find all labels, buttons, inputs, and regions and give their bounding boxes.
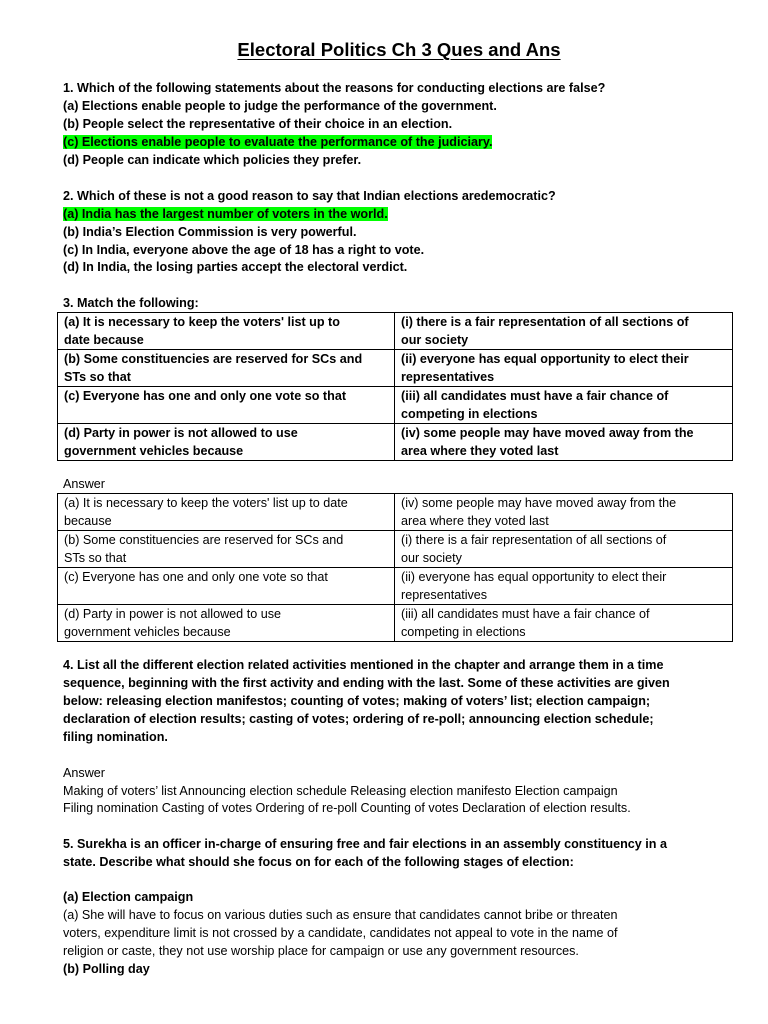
q5-question-line: 5. Surekha is an officer in-charge of ensuring free and fair elections in an assembly constituency in a [63, 837, 667, 851]
q4-question-line: declaration of election results; casting of votes; ordering of re-poll; announcing election schedule; [63, 712, 654, 726]
q2-question: 2. Which of these is not a good reason to say that Indian elections aredemocratic? [63, 189, 556, 203]
q3-answer-table [57, 493, 733, 642]
table-row [58, 387, 733, 424]
match-right-cell: (iv) some people may have moved away from the area where they voted last [395, 424, 733, 461]
q5-subheading-b: (b) Polling day [63, 962, 150, 976]
table-row [58, 605, 733, 642]
match-left-cell: (d) Party in power is not allowed to use government vehicles because [58, 424, 395, 461]
table-row [58, 424, 733, 461]
match-left-cell: (a) It is necessary to keep the voters' list up to date because [58, 313, 395, 350]
q4-answer-line: Making of voters’ list Announcing election schedule Releasing election manifesto Election campaign [63, 784, 618, 798]
table-row [58, 350, 733, 387]
q1-option-c-highlighted: (c) Elections enable people to evaluate the performance of the judiciary. [63, 135, 493, 149]
match-right-cell: (iii) all candidates must have a fair chance of competing in elections [395, 387, 733, 424]
q4-question-line: 4. List all the different election related activities mentioned in the chapter and arrange them in a time [63, 658, 664, 672]
answer-right-cell: (iv) some people may have moved away from the area where they voted last [395, 494, 733, 531]
q3-question: 3. Match the following: [63, 296, 199, 310]
document-title: Electoral Politics Ch 3 Ques and Ans [237, 39, 561, 60]
q4-question-line: below: releasing election manifestos; counting of votes; making of voters’ list; election campaign; [63, 694, 651, 708]
q3-match-table [57, 312, 733, 461]
table-row [58, 494, 733, 531]
answer-left-cell: (d) Party in power is not allowed to use government vehicles because [58, 605, 395, 642]
match-right-cell: (ii) everyone has equal opportunity to elect their representatives [395, 350, 733, 387]
answer-left-cell: (a) It is necessary to keep the voters' list up to date because [58, 494, 395, 531]
q4-answer-label: Answer [63, 766, 105, 780]
match-left-cell: (c) Everyone has one and only one vote so that [58, 387, 395, 424]
answer-left-cell: (c) Everyone has one and only one vote so that [58, 568, 395, 605]
q4-question-line: sequence, beginning with the first activity and ending with the last. Some of these activities are given [63, 676, 670, 690]
answer-left-cell: (b) Some constituencies are reserved for SCs and STs so that [58, 531, 395, 568]
q2-option-a-highlighted: (a) India has the largest number of voters in the world. [63, 207, 388, 221]
table-row [58, 531, 733, 568]
table-row [58, 568, 733, 605]
q5-answer-line: voters, expenditure limit is not crossed by a candidate, candidates not appeal to vote in the name of [63, 926, 618, 940]
answer-right-cell: (iii) all candidates must have a fair chance of competing in elections [395, 605, 733, 642]
q2-option-d: (d) In India, the losing parties accept the electoral verdict. [63, 260, 408, 274]
table-row [58, 313, 733, 350]
q2-option-c: (c) In India, everyone above the age of 18 has a right to vote. [63, 243, 425, 257]
match-right-cell: (i) there is a fair representation of all sections of our society [395, 313, 733, 350]
q1-option-a: (a) Elections enable people to judge the performance of the government. [63, 99, 497, 113]
q5-question-line: state. Describe what should she focus on for each of the following stages of election: [63, 855, 574, 869]
answer-right-cell: (ii) everyone has equal opportunity to elect their representatives [395, 568, 733, 605]
q1-question: 1. Which of the following statements about the reasons for conducting elections are false? [63, 81, 606, 95]
q2-option-b: (b) India’s Election Commission is very powerful. [63, 225, 357, 239]
match-left-cell: (b) Some constituencies are reserved for SCs and STs so that [58, 350, 395, 387]
q4-question-line: filing nomination. [63, 730, 168, 744]
q4-answer-line: Filing nomination Casting of votes Ordering of re-poll Counting of votes Declaration of election results. [63, 801, 631, 815]
q5-answer-line: (a) She will have to focus on various duties such as ensure that candidates cannot bribe or threaten [63, 908, 618, 922]
q1-option-d: (d) People can indicate which policies they prefer. [63, 153, 362, 167]
q5-subheading-a: (a) Election campaign [63, 890, 194, 904]
q1-option-b: (b) People select the representative of their choice in an election. [63, 117, 453, 131]
answer-right-cell: (i) there is a fair representation of all sections of our society [395, 531, 733, 568]
q5-answer-line: religion or caste, they not use worship place for campaign or use any government resources. [63, 944, 579, 958]
q3-answer-label: Answer [63, 477, 105, 491]
